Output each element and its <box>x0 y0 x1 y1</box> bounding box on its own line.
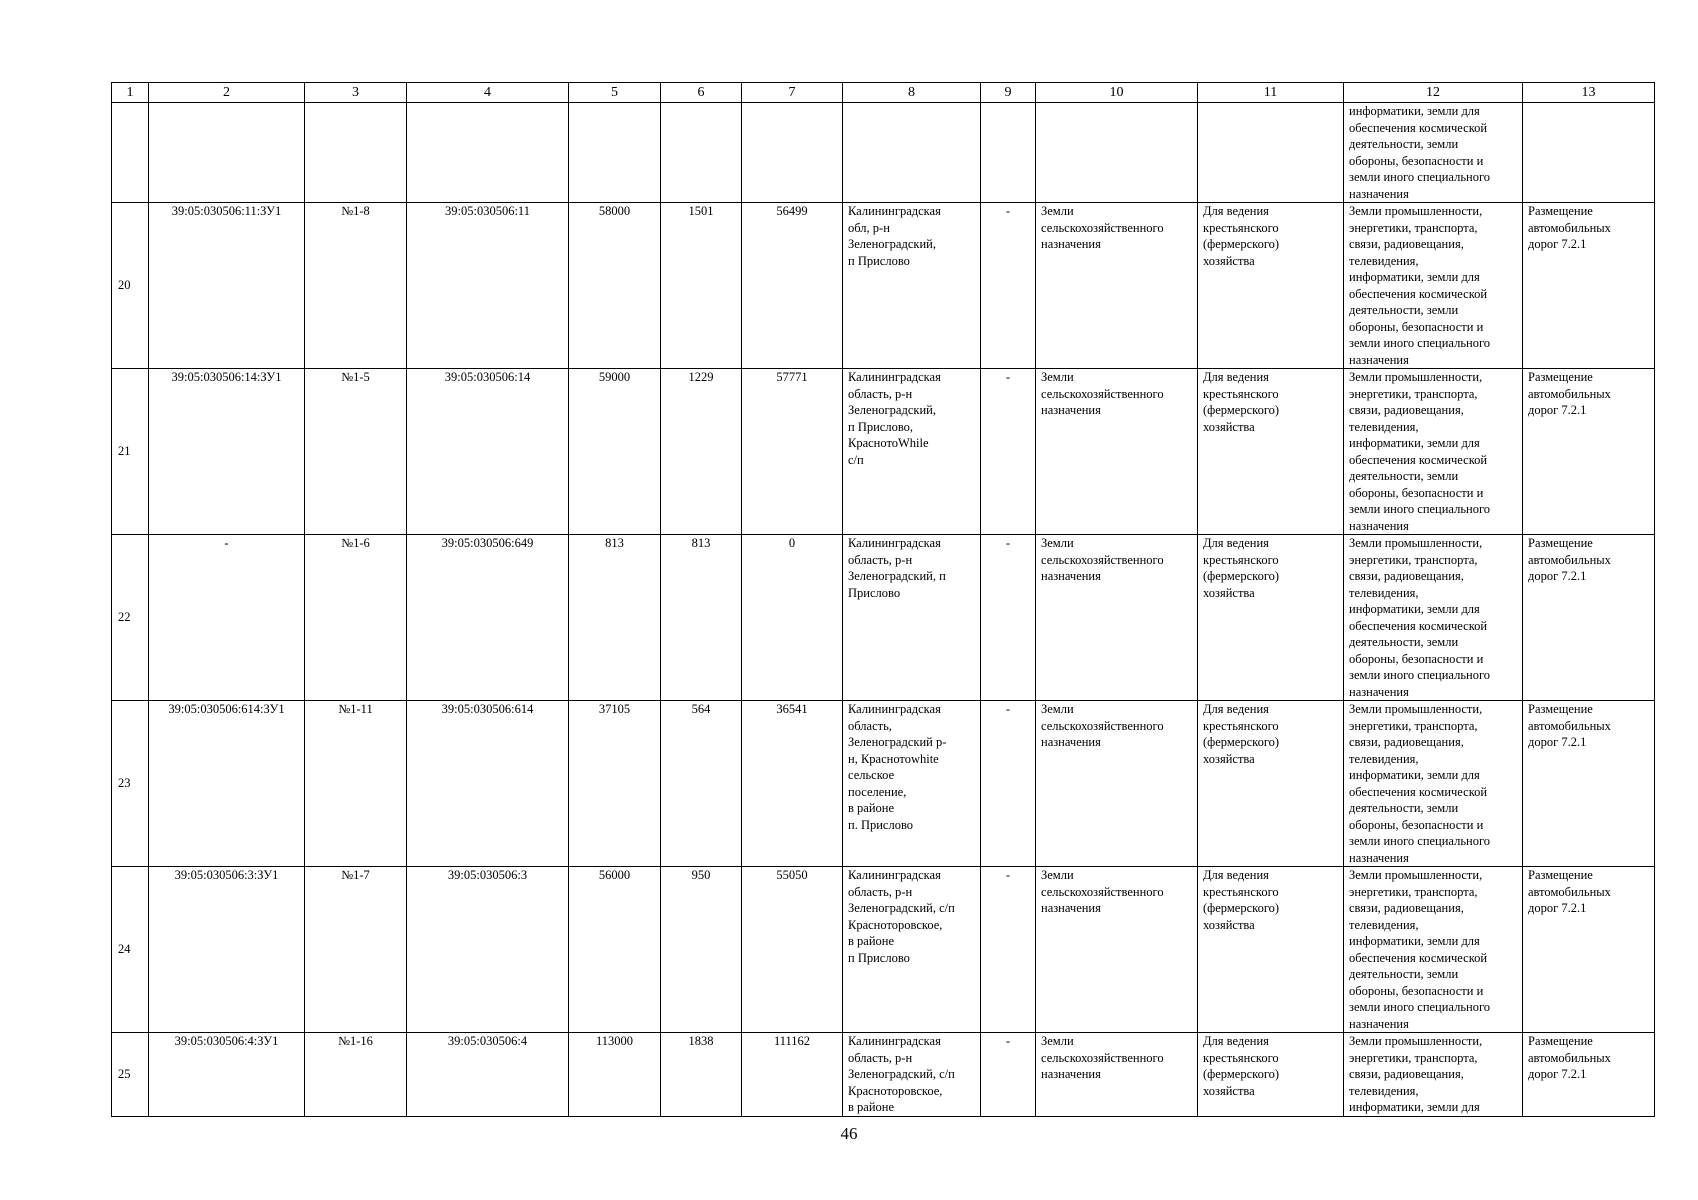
table-cell <box>742 103 843 203</box>
area-cell: 564 <box>661 701 742 867</box>
table-cell <box>1198 103 1344 203</box>
row-number-cell: 25 <box>112 1033 149 1117</box>
purpose-cell: Размещение автомобильных дорог 7.2.1 <box>1523 203 1655 369</box>
column-header: 6 <box>661 83 742 103</box>
table-cell <box>843 103 981 203</box>
table-row <box>112 535 1655 701</box>
row-number-cell: 20 <box>112 203 149 369</box>
column-header: 3 <box>305 83 407 103</box>
area-cell: 111162 <box>742 1033 843 1117</box>
category-cell: Земли сельскохозяйственного назначения <box>1036 203 1198 369</box>
cadastral-number-cell: 39:05:030506:614 <box>407 701 569 867</box>
permitted-use-cell: Для ведения крестьянского (фермерского) хозяйства <box>1198 867 1344 1033</box>
land-category-cell: Земли промышленности, энергетики, транспорта, связи, радиовещания, телевидения, информатики, земли для обеспечения космической деятельности, земли обороны, безопасности и земли иного специального назначения <box>1344 369 1523 535</box>
table-cell <box>407 103 569 203</box>
row-number-cell: 21 <box>112 369 149 535</box>
column-header: 7 <box>742 83 843 103</box>
column-header: 5 <box>569 83 661 103</box>
table-cell <box>149 103 305 203</box>
land-category-cell: Земли промышленности, энергетики, транспорта, связи, радиовещания, телевидения, информатики, земли для обеспечения космической деятельности, земли обороны, безопасности и земли иного специального назначения <box>1344 535 1523 701</box>
area-cell: 813 <box>661 535 742 701</box>
column-header: 4 <box>407 83 569 103</box>
category-cell: Земли сельскохозяйственного назначения <box>1036 1033 1198 1117</box>
purpose-cell: Размещение автомобильных дорог 7.2.1 <box>1523 701 1655 867</box>
new-plot-number-cell: 39:05:030506:11:ЗУ1 <box>149 203 305 369</box>
area-cell: 1838 <box>661 1033 742 1117</box>
area-cell: 36541 <box>742 701 843 867</box>
land-category-cell: Земли промышленности, энергетики, транспорта, связи, радиовещания, телевидения, информатики, земли для обеспечения космической деятельности, земли обороны, безопасности и земли иного специального назначения <box>1344 701 1523 867</box>
address-cell: Калининградская область, р-н Зеленоградский, с/п Красноторовское, в районе п Прислово <box>843 867 981 1033</box>
table-cell <box>661 103 742 203</box>
cadastral-number-cell: 39:05:030506:3 <box>407 867 569 1033</box>
column-header: 1 <box>112 83 149 103</box>
purpose-cell: Размещение автомобильных дорог 7.2.1 <box>1523 535 1655 701</box>
table-row <box>112 203 1655 369</box>
dash-cell: - <box>981 701 1036 867</box>
land-category-cell: Земли промышленности, энергетики, транспорта, связи, радиовещания, телевидения, информатики, земли для обеспечения космической деятельности, земли обороны, безопасности и земли иного специального назначения <box>1344 203 1523 369</box>
land-category-cell: Земли промышленности, энергетики, транспорта, связи, радиовещания, телевидения, информатики, земли для <box>1344 1033 1523 1117</box>
dash-cell: - <box>981 203 1036 369</box>
table-cell <box>1523 103 1655 203</box>
land-category-cell: информатики, земли для обеспечения космической деятельности, земли обороны, безопасности и земли иного специального назначения <box>1344 103 1523 203</box>
land-category-cell: Земли промышленности, энергетики, транспорта, связи, радиовещания, телевидения, информатики, земли для обеспечения космической деятельности, земли обороны, безопасности и земли иного специального назначения <box>1344 867 1523 1033</box>
cadastral-number-cell: 39:05:030506:14 <box>407 369 569 535</box>
permitted-use-cell: Для ведения крестьянского (фермерского) хозяйства <box>1198 203 1344 369</box>
address-cell: Калининградская область, р-н Зеленоградский, п Прислово <box>843 535 981 701</box>
purpose-cell: Размещение автомобильных дорог 7.2.1 <box>1523 1033 1655 1117</box>
row-number-cell: 24 <box>112 867 149 1033</box>
area-cell: 56499 <box>742 203 843 369</box>
column-header: 13 <box>1523 83 1655 103</box>
area-cell: 0 <box>742 535 843 701</box>
new-plot-number-cell: 39:05:030506:614:ЗУ1 <box>149 701 305 867</box>
purpose-cell: Размещение автомобильных дорог 7.2.1 <box>1523 369 1655 535</box>
address-cell: Калининградская область, Зеленоградский р- н, Краснотоwhite сельское поселение, в районе п. Прислово <box>843 701 981 867</box>
table-cell <box>305 103 407 203</box>
address-cell: Калининградская обл, р-н Зеленоградский, п Прислово <box>843 203 981 369</box>
page-number: 46 <box>840 1124 858 1143</box>
plot-index-cell: №1-5 <box>305 369 407 535</box>
table-row <box>112 867 1655 1033</box>
area-cell: 950 <box>661 867 742 1033</box>
purpose-cell: Размещение автомобильных дорог 7.2.1 <box>1523 867 1655 1033</box>
dash-cell: - <box>981 535 1036 701</box>
area-cell: 37105 <box>569 701 661 867</box>
column-number-row <box>112 83 1655 103</box>
dash-cell: - <box>981 369 1036 535</box>
column-header: 12 <box>1344 83 1523 103</box>
row-number-cell: 23 <box>112 701 149 867</box>
permitted-use-cell: Для ведения крестьянского (фермерского) хозяйства <box>1198 1033 1344 1117</box>
plot-index-cell: №1-11 <box>305 701 407 867</box>
table-cell <box>569 103 661 203</box>
column-header: 9 <box>981 83 1036 103</box>
column-header: 11 <box>1198 83 1344 103</box>
land-plot-table <box>111 82 1655 1117</box>
address-cell: Калининградская область, р-н Зеленоградский, п Прислово, КраснотоWhile с/п <box>843 369 981 535</box>
table-cell <box>112 103 149 203</box>
table-cell <box>1036 103 1198 203</box>
permitted-use-cell: Для ведения крестьянского (фермерского) хозяйства <box>1198 535 1344 701</box>
table-cell <box>981 103 1036 203</box>
category-cell: Земли сельскохозяйственного назначения <box>1036 535 1198 701</box>
new-plot-number-cell: 39:05:030506:4:ЗУ1 <box>149 1033 305 1117</box>
row-number-cell: 22 <box>112 535 149 701</box>
area-cell: 813 <box>569 535 661 701</box>
column-header: 8 <box>843 83 981 103</box>
new-plot-number-cell: 39:05:030506:3:ЗУ1 <box>149 867 305 1033</box>
plot-index-cell: №1-7 <box>305 867 407 1033</box>
category-cell: Земли сельскохозяйственного назначения <box>1036 369 1198 535</box>
table-row <box>112 369 1655 535</box>
plot-index-cell: №1-6 <box>305 535 407 701</box>
address-cell: Калининградская область, р-н Зеленоградский, с/п Красноторовское, в районе <box>843 1033 981 1117</box>
area-cell: 58000 <box>569 203 661 369</box>
dash-cell: - <box>981 1033 1036 1117</box>
continuation-row <box>112 103 1655 203</box>
cadastral-number-cell: 39:05:030506:4 <box>407 1033 569 1117</box>
permitted-use-cell: Для ведения крестьянского (фермерского) хозяйства <box>1198 701 1344 867</box>
area-cell: 59000 <box>569 369 661 535</box>
plot-index-cell: №1-8 <box>305 203 407 369</box>
category-cell: Земли сельскохозяйственного назначения <box>1036 867 1198 1033</box>
area-cell: 57771 <box>742 369 843 535</box>
category-cell: Земли сельскохозяйственного назначения <box>1036 701 1198 867</box>
column-header: 2 <box>149 83 305 103</box>
column-header: 10 <box>1036 83 1198 103</box>
permitted-use-cell: Для ведения крестьянского (фермерского) хозяйства <box>1198 369 1344 535</box>
plot-index-cell: №1-16 <box>305 1033 407 1117</box>
table-row <box>112 1033 1655 1117</box>
new-plot-number-cell: - <box>149 535 305 701</box>
area-cell: 55050 <box>742 867 843 1033</box>
new-plot-number-cell: 39:05:030506:14:ЗУ1 <box>149 369 305 535</box>
cadastral-number-cell: 39:05:030506:11 <box>407 203 569 369</box>
dash-cell: - <box>981 867 1036 1033</box>
cadastral-number-cell: 39:05:030506:649 <box>407 535 569 701</box>
area-cell: 56000 <box>569 867 661 1033</box>
area-cell: 1501 <box>661 203 742 369</box>
area-cell: 113000 <box>569 1033 661 1117</box>
table-row <box>112 701 1655 867</box>
area-cell: 1229 <box>661 369 742 535</box>
